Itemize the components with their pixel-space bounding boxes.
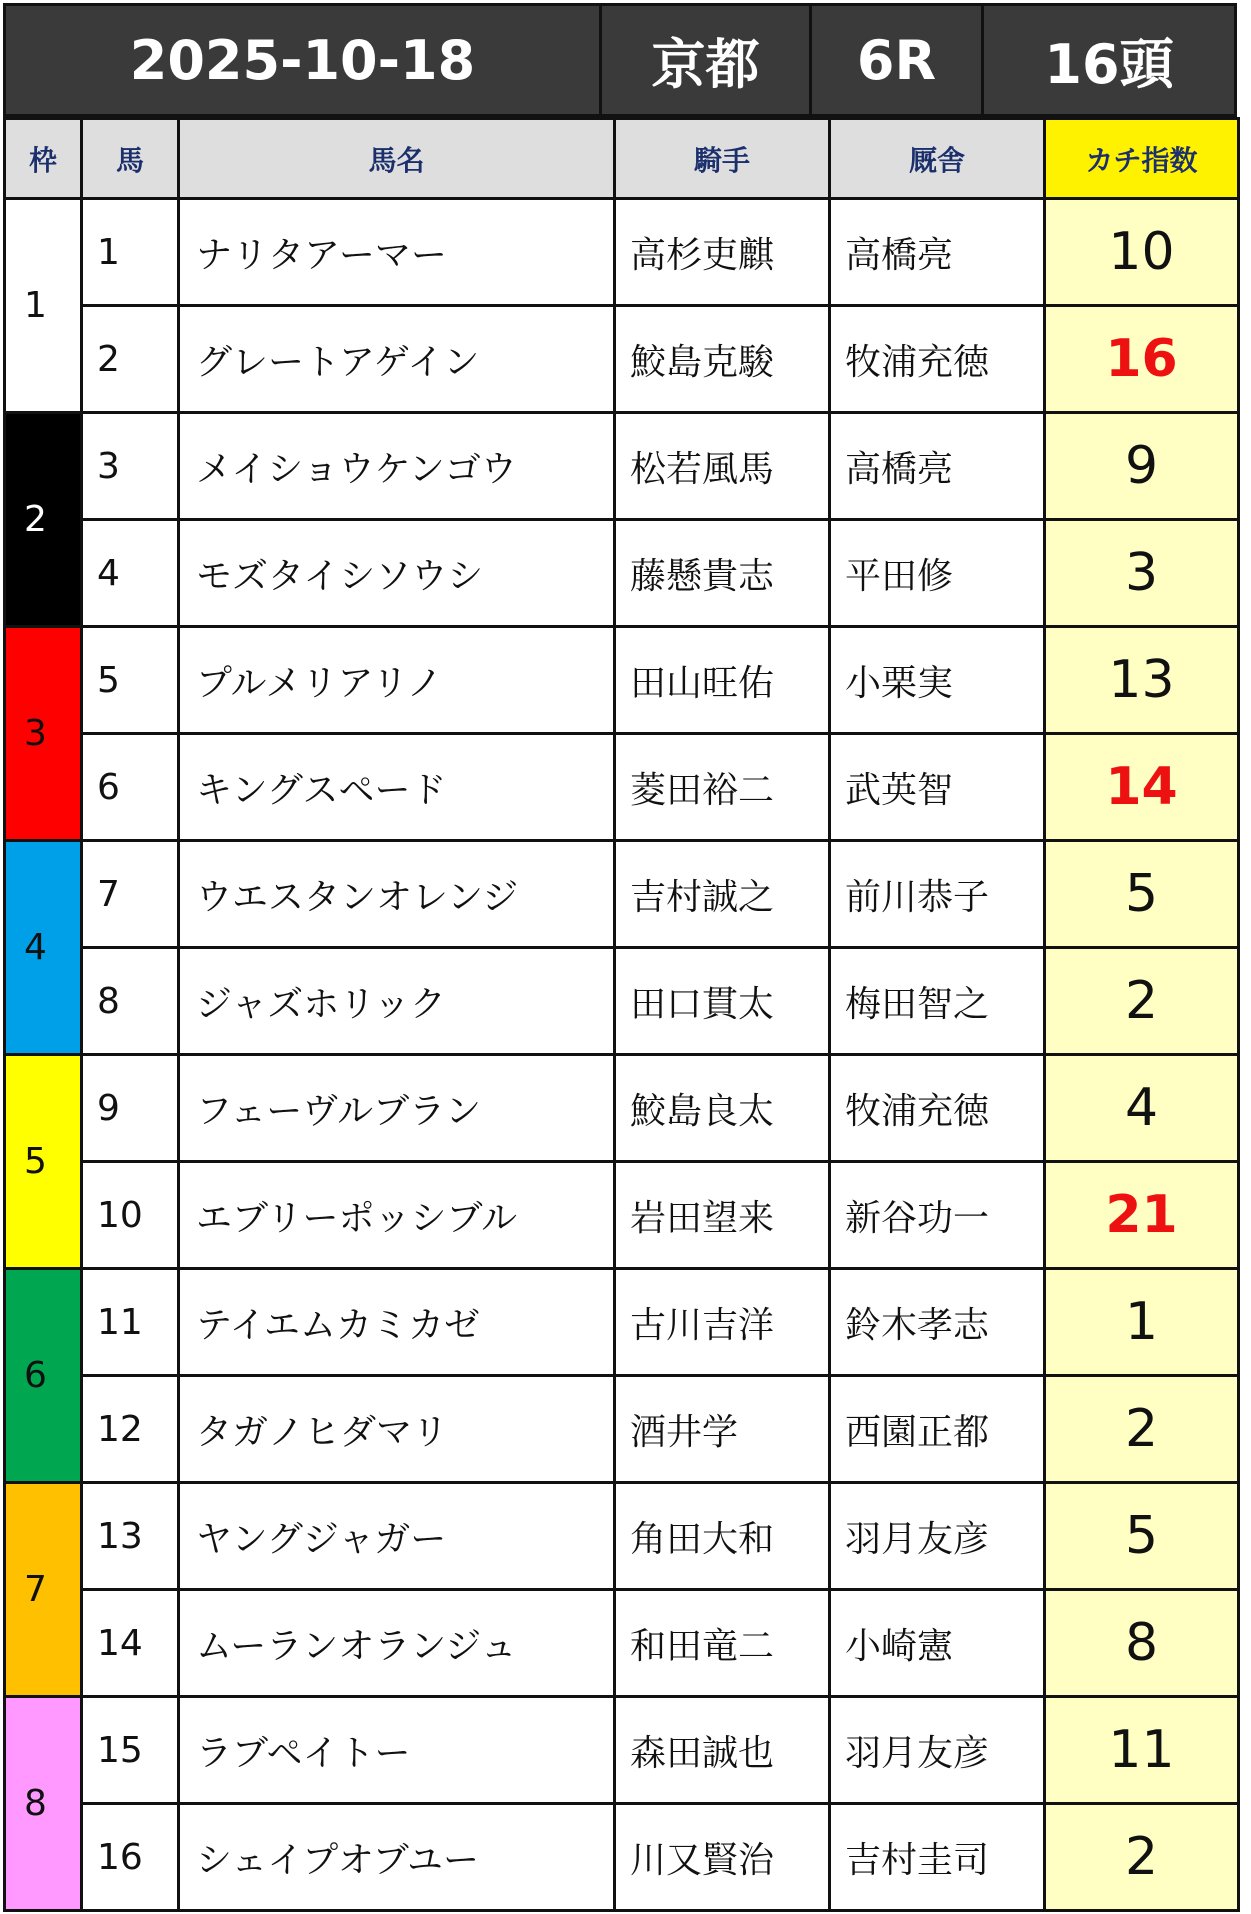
table-row xyxy=(5,1590,1239,1697)
table-row xyxy=(5,520,1239,627)
horse-name-cell: ナリタアーマー xyxy=(179,199,615,306)
table-row xyxy=(5,1483,1239,1590)
kachi-index-cell: 9 xyxy=(1045,413,1239,520)
trainer-cell: 西園正都 xyxy=(830,1376,1045,1483)
frame-number-cell: 6 xyxy=(5,1269,82,1483)
col-header-number: 馬 xyxy=(82,119,179,199)
horse-number-cell: 10 xyxy=(82,1162,179,1269)
frame-number-cell: 1 xyxy=(5,199,82,413)
jockey-cell: 和田竜二 xyxy=(615,1590,830,1697)
horse-name-cell: メイショウケンゴウ xyxy=(179,413,615,520)
trainer-cell: 牧浦充徳 xyxy=(830,306,1045,413)
horse-number-cell: 13 xyxy=(82,1483,179,1590)
table-row xyxy=(5,948,1239,1055)
jockey-cell: 菱田裕二 xyxy=(615,734,830,841)
kachi-index-cell: 10 xyxy=(1045,199,1239,306)
jockey-cell: 吉村誠之 xyxy=(615,841,830,948)
horse-number-cell: 2 xyxy=(82,306,179,413)
horse-name-cell: ウエスタンオレンジ xyxy=(179,841,615,948)
trainer-cell: 前川恭子 xyxy=(830,841,1045,948)
race-number: 6R xyxy=(812,6,984,114)
kachi-index-cell: 5 xyxy=(1045,841,1239,948)
frame-number-cell: 8 xyxy=(5,1697,82,1911)
frame-number-cell: 5 xyxy=(5,1055,82,1269)
table-row xyxy=(5,1055,1239,1162)
trainer-cell: 吉村圭司 xyxy=(830,1804,1045,1911)
entries-table xyxy=(3,117,1240,1912)
horse-number-cell: 16 xyxy=(82,1804,179,1911)
horse-name-cell: タガノヒダマリ xyxy=(179,1376,615,1483)
kachi-index-cell: 13 xyxy=(1045,627,1239,734)
horse-number-cell: 8 xyxy=(82,948,179,1055)
table-row xyxy=(5,1697,1239,1804)
trainer-cell: 平田修 xyxy=(830,520,1045,627)
horse-number-cell: 12 xyxy=(82,1376,179,1483)
horse-name-cell: プルメリアリノ xyxy=(179,627,615,734)
jockey-cell: 古川吉洋 xyxy=(615,1269,830,1376)
trainer-cell: 武英智 xyxy=(830,734,1045,841)
race-date: 2025-10-18 xyxy=(6,6,602,114)
horse-name-cell: ヤングジャガー xyxy=(179,1483,615,1590)
frame-number-cell: 4 xyxy=(5,841,82,1055)
trainer-cell: 高橋亮 xyxy=(830,199,1045,306)
race-header xyxy=(3,3,1237,117)
kachi-index-cell: 16 xyxy=(1045,306,1239,413)
jockey-cell: 田口貫太 xyxy=(615,948,830,1055)
trainer-cell: 羽月友彦 xyxy=(830,1483,1045,1590)
table-row xyxy=(5,199,1239,306)
horse-name-cell: ラブペイトー xyxy=(179,1697,615,1804)
table-row xyxy=(5,1804,1239,1911)
trainer-cell: 羽月友彦 xyxy=(830,1697,1045,1804)
horse-number-cell: 14 xyxy=(82,1590,179,1697)
trainer-cell: 新谷功一 xyxy=(830,1162,1045,1269)
horse-number-cell: 15 xyxy=(82,1697,179,1804)
kachi-index-cell: 14 xyxy=(1045,734,1239,841)
horse-number-cell: 11 xyxy=(82,1269,179,1376)
jockey-cell: 鮫島克駿 xyxy=(615,306,830,413)
jockey-cell: 森田誠也 xyxy=(615,1697,830,1804)
trainer-cell: 高橋亮 xyxy=(830,413,1045,520)
trainer-cell: 小崎憲 xyxy=(830,1590,1045,1697)
table-header-row xyxy=(5,119,1239,199)
jockey-cell: 田山旺佑 xyxy=(615,627,830,734)
horse-name-cell: シェイプオブユー xyxy=(179,1804,615,1911)
race-venue: 京都 xyxy=(602,6,812,114)
race-card xyxy=(3,3,1237,1912)
table-row xyxy=(5,841,1239,948)
kachi-index-cell: 11 xyxy=(1045,1697,1239,1804)
kachi-index-cell: 8 xyxy=(1045,1590,1239,1697)
horse-name-cell: グレートアゲイン xyxy=(179,306,615,413)
kachi-index-cell: 2 xyxy=(1045,1376,1239,1483)
horse-number-cell: 4 xyxy=(82,520,179,627)
table-row xyxy=(5,1269,1239,1376)
jockey-cell: 鮫島良太 xyxy=(615,1055,830,1162)
trainer-cell: 牧浦充徳 xyxy=(830,1055,1045,1162)
frame-number-cell: 7 xyxy=(5,1483,82,1697)
horse-name-cell: テイエムカミカゼ xyxy=(179,1269,615,1376)
trainer-cell: 鈴木孝志 xyxy=(830,1269,1045,1376)
table-row xyxy=(5,306,1239,413)
horse-name-cell: フェーヴルブラン xyxy=(179,1055,615,1162)
jockey-cell: 松若風馬 xyxy=(615,413,830,520)
col-header-horse-name: 馬名 xyxy=(179,119,615,199)
kachi-index-cell: 5 xyxy=(1045,1483,1239,1590)
horse-number-cell: 1 xyxy=(82,199,179,306)
kachi-index-cell: 2 xyxy=(1045,1804,1239,1911)
entries-body xyxy=(5,199,1239,1911)
col-header-jockey: 騎手 xyxy=(615,119,830,199)
frame-number-cell: 2 xyxy=(5,413,82,627)
kachi-index-cell: 21 xyxy=(1045,1162,1239,1269)
table-row xyxy=(5,1162,1239,1269)
table-row xyxy=(5,627,1239,734)
frame-number-cell: 3 xyxy=(5,627,82,841)
horse-name-cell: キングスペード xyxy=(179,734,615,841)
table-row xyxy=(5,734,1239,841)
jockey-cell: 藤懸貴志 xyxy=(615,520,830,627)
jockey-cell: 岩田望来 xyxy=(615,1162,830,1269)
kachi-index-cell: 2 xyxy=(1045,948,1239,1055)
col-header-kachi-index: カチ指数 xyxy=(1045,119,1239,199)
horse-name-cell: エブリーポッシブル xyxy=(179,1162,615,1269)
horse-number-cell: 7 xyxy=(82,841,179,948)
horse-number-cell: 9 xyxy=(82,1055,179,1162)
table-row xyxy=(5,413,1239,520)
kachi-index-cell: 3 xyxy=(1045,520,1239,627)
horse-number-cell: 5 xyxy=(82,627,179,734)
jockey-cell: 酒井学 xyxy=(615,1376,830,1483)
horse-number-cell: 6 xyxy=(82,734,179,841)
horse-name-cell: ジャズホリック xyxy=(179,948,615,1055)
col-header-frame: 枠 xyxy=(5,119,82,199)
horse-name-cell: モズタイシソウシ xyxy=(179,520,615,627)
table-row xyxy=(5,1376,1239,1483)
trainer-cell: 小栗実 xyxy=(830,627,1045,734)
runner-count: 16頭 xyxy=(1044,32,1174,96)
kachi-index-cell: 4 xyxy=(1045,1055,1239,1162)
jockey-cell: 角田大和 xyxy=(615,1483,830,1590)
horse-number-cell: 3 xyxy=(82,413,179,520)
col-header-trainer: 厩舎 xyxy=(830,119,1045,199)
jockey-cell: 高杉吏麒 xyxy=(615,199,830,306)
kachi-index-cell: 1 xyxy=(1045,1269,1239,1376)
horse-name-cell: ムーランオランジュ xyxy=(179,1590,615,1697)
jockey-cell: 川又賢治 xyxy=(615,1804,830,1911)
trainer-cell: 梅田智之 xyxy=(830,948,1045,1055)
